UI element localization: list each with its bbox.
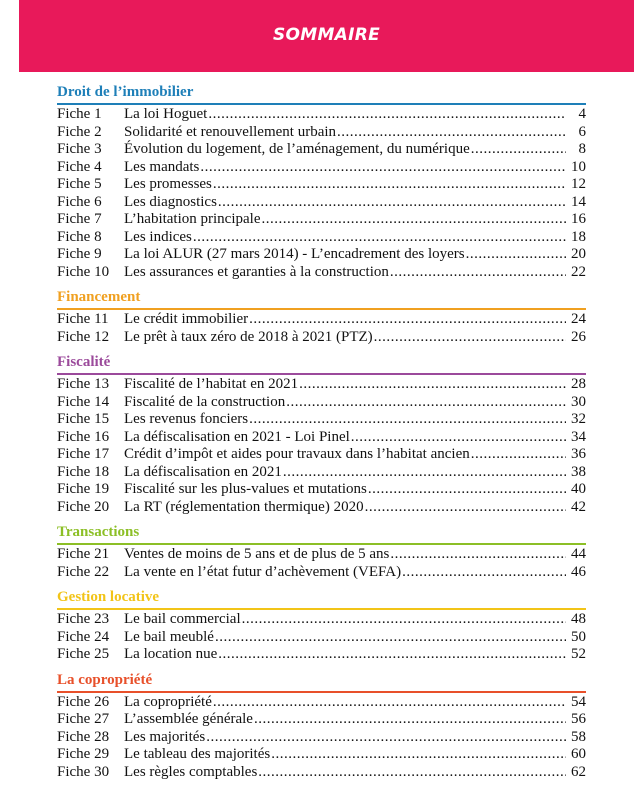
section-divider [57, 103, 586, 105]
entry-title: Évolution du logement, de l’aménagement, du numérique [124, 141, 470, 157]
dot-leader [471, 141, 566, 159]
dot-leader [242, 611, 566, 629]
entry-page-number: 56 [571, 711, 586, 727]
entry-title: Le bail commercial [124, 611, 241, 627]
entry-page-number: 58 [571, 728, 586, 745]
entry-number: Fiche 18 [57, 463, 110, 480]
dot-leader [286, 394, 566, 412]
entry-page-number: 22 [571, 263, 586, 280]
toc-entry[interactable] [57, 159, 586, 177]
toc-entry[interactable] [57, 746, 586, 764]
entry-page-number: 42 [571, 498, 586, 515]
entry-number: Fiche 12 [57, 328, 110, 345]
entry-title: Les diagnostics [124, 193, 217, 210]
entry-number: Fiche 15 [57, 411, 110, 427]
entry-page-number: 26 [571, 328, 586, 345]
entry-title: Fiscalité de l’habitat en 2021 [124, 376, 299, 392]
entry-number: Fiche 24 [57, 628, 110, 645]
entry-number: Fiche 10 [57, 263, 110, 280]
toc-entry[interactable] [57, 629, 586, 647]
entry-page-number: 50 [571, 628, 586, 645]
entry-page-number: 16 [571, 211, 586, 227]
entry-title: La loi ALUR (27 mars 2014) - L’encadrement des loyers [124, 246, 465, 262]
entry-page-number: 30 [571, 393, 586, 410]
toc-entry[interactable] [57, 176, 586, 194]
toc-entry[interactable] [57, 564, 586, 582]
entry-title: Les revenus fonciers [124, 411, 249, 427]
entry-page-number: 12 [571, 176, 586, 192]
entry-page-number: 24 [571, 311, 586, 327]
toc-entry[interactable] [57, 711, 586, 729]
dot-leader [200, 159, 566, 177]
dot-leader [213, 176, 566, 194]
entry-number: Fiche 1 [57, 106, 102, 122]
entry-title: Fiscalité sur les plus-values et mutations [124, 481, 367, 497]
entry-title: Les indices [124, 228, 192, 245]
dot-leader [193, 229, 566, 247]
dot-leader [471, 446, 566, 464]
dot-leader [249, 411, 566, 429]
toc-entry[interactable] [57, 229, 586, 247]
dot-leader [254, 711, 566, 729]
entry-title: Crédit d’impôt et aides pour travaux dans l’habitat ancien [124, 446, 470, 462]
entry-title: L’assemblée générale [124, 711, 253, 727]
entry-page-number: 62 [571, 763, 586, 780]
section-divider [57, 373, 586, 375]
dot-leader [337, 124, 566, 142]
entry-title: Le tableau des majorités [124, 746, 271, 762]
entry-number: Fiche 27 [57, 711, 110, 727]
entry-title: Fiscalité de la construction [124, 393, 286, 410]
toc-entry[interactable] [57, 611, 586, 629]
toc-section [57, 84, 586, 281]
entry-number: Fiche 23 [57, 611, 110, 627]
entry-number: Fiche 16 [57, 428, 110, 445]
toc-entry[interactable] [57, 411, 586, 429]
entry-title: La loi Hoguet [124, 106, 208, 122]
dot-leader [299, 376, 566, 394]
toc-entry[interactable] [57, 311, 586, 329]
dot-leader [206, 729, 566, 747]
dot-leader [262, 211, 567, 229]
entry-title: Les règles comptables [124, 763, 258, 780]
entry-title: La copropriété [124, 693, 212, 710]
entry-page-number: 48 [571, 611, 586, 627]
dot-leader [249, 311, 566, 329]
section-divider [57, 543, 586, 545]
entry-number: Fiche 6 [57, 193, 102, 210]
dot-leader [258, 764, 566, 782]
section-title: Fiscalité [57, 354, 111, 370]
entry-title: La vente en l’état futur d’achèvement (VEFA) [124, 563, 402, 580]
entry-title: Les promesses [124, 176, 212, 192]
toc-entry[interactable] [57, 446, 586, 464]
section-title: La copropriété [57, 671, 153, 688]
entry-page-number: 40 [571, 481, 586, 497]
entry-page-number: 36 [571, 446, 586, 462]
toc-entry[interactable] [57, 764, 586, 782]
toc-section [57, 354, 586, 516]
entry-number: Fiche 11 [57, 311, 109, 327]
dot-leader [208, 106, 566, 124]
toc-entry[interactable] [57, 246, 586, 264]
dot-leader [218, 194, 566, 212]
entry-number: Fiche 8 [57, 228, 102, 245]
entry-number: Fiche 30 [57, 763, 110, 780]
entry-page-number: 54 [571, 693, 586, 710]
toc-section [57, 524, 586, 581]
entry-title: Les assurances et garanties à la construction [124, 263, 389, 280]
entry-number: Fiche 25 [57, 646, 110, 662]
entry-page-number: 44 [571, 546, 586, 562]
entry-number: Fiche 3 [57, 141, 102, 157]
entry-page-number: 6 [578, 123, 586, 140]
toc-entry[interactable] [57, 329, 586, 347]
dot-leader [213, 694, 566, 712]
entry-number: Fiche 28 [57, 728, 110, 745]
entry-title: Ventes de moins de 5 ans et de plus de 5 ans [124, 546, 390, 562]
entry-title: Le crédit immobilier [124, 311, 249, 327]
dot-leader [215, 629, 566, 647]
toc-section [57, 672, 586, 782]
section-divider [57, 608, 586, 610]
toc-section [57, 589, 586, 664]
entry-number: Fiche 19 [57, 481, 110, 497]
dot-leader [374, 329, 566, 347]
dot-leader [283, 464, 566, 482]
toc-entry[interactable] [57, 376, 586, 394]
toc-entry[interactable] [57, 694, 586, 712]
toc-entry[interactable] [57, 481, 586, 499]
toc-section [57, 289, 586, 346]
entry-number: Fiche 4 [57, 158, 102, 175]
toc-entry[interactable] [57, 141, 586, 159]
entry-page-number: 52 [571, 646, 586, 662]
entry-page-number: 46 [571, 563, 586, 580]
dot-leader [365, 499, 566, 517]
entry-title: Solidarité et renouvellement urbain [124, 123, 337, 140]
entry-page-number: 60 [571, 746, 586, 762]
entry-number: Fiche 9 [57, 246, 102, 262]
entry-page-number: 38 [571, 463, 586, 480]
dot-leader [218, 646, 566, 664]
entry-page-number: 8 [578, 141, 586, 157]
entry-page-number: 14 [571, 193, 586, 210]
dot-leader [466, 246, 566, 264]
entry-title: Le bail meublé [124, 628, 214, 645]
section-title: Gestion locative [57, 589, 160, 605]
entry-title: Le prêt à taux zéro de 2018 à 2021 (PTZ) [124, 328, 373, 345]
toc-entry[interactable] [57, 499, 586, 517]
toc-entry[interactable] [57, 729, 586, 747]
entry-title: L’habitation principale [124, 211, 261, 227]
dot-leader [402, 564, 566, 582]
entry-number: Fiche 29 [57, 746, 110, 762]
entry-number: Fiche 22 [57, 563, 110, 580]
entry-title: La défiscalisation en 2021 [124, 463, 282, 480]
toc-entry[interactable] [57, 394, 586, 412]
entry-number: Fiche 26 [57, 693, 110, 710]
dot-leader [390, 264, 566, 282]
toc-entry[interactable] [57, 429, 586, 447]
entry-title: Les mandats [124, 158, 200, 175]
entry-number: Fiche 5 [57, 176, 102, 192]
toc-entry[interactable] [57, 124, 586, 142]
header-banner [19, 0, 634, 72]
entry-page-number: 10 [571, 158, 586, 175]
toc-entry[interactable] [57, 106, 586, 124]
entry-number: Fiche 14 [57, 393, 110, 410]
toc-entry[interactable] [57, 211, 586, 229]
entry-number: Fiche 2 [57, 123, 102, 140]
toc-entry[interactable] [57, 464, 586, 482]
entry-page-number: 18 [571, 228, 586, 245]
toc-entry[interactable] [57, 264, 586, 282]
section-divider [57, 308, 586, 310]
section-title: Transactions [57, 524, 140, 540]
entry-number: Fiche 21 [57, 546, 110, 562]
entry-title: La location nue [124, 646, 218, 662]
entry-page-number: 4 [578, 106, 586, 122]
entry-title: La RT (réglementation thermique) 2020 [124, 498, 364, 515]
dot-leader [390, 546, 566, 564]
entry-page-number: 28 [571, 376, 586, 392]
table-of-contents [57, 84, 586, 789]
section-divider [57, 691, 586, 693]
toc-entry[interactable] [57, 546, 586, 564]
entry-number: Fiche 7 [57, 211, 102, 227]
entry-number: Fiche 17 [57, 446, 110, 462]
dot-leader [351, 429, 566, 447]
entry-number: Fiche 20 [57, 498, 110, 515]
entry-number: Fiche 13 [57, 376, 110, 392]
dot-leader [368, 481, 566, 499]
entry-page-number: 32 [571, 411, 586, 427]
entry-page-number: 20 [571, 246, 586, 262]
entry-page-number: 34 [571, 428, 586, 445]
section-title: Financement [57, 289, 141, 305]
dot-leader [271, 746, 566, 764]
section-title: Droit de l’immobilier [57, 84, 194, 100]
entry-title: La défiscalisation en 2021 - Loi Pinel [124, 428, 350, 445]
toc-entry[interactable] [57, 194, 586, 212]
entry-title: Les majorités [124, 728, 206, 745]
page-title: SOMMAIRE [272, 25, 381, 45]
toc-entry[interactable] [57, 646, 586, 664]
